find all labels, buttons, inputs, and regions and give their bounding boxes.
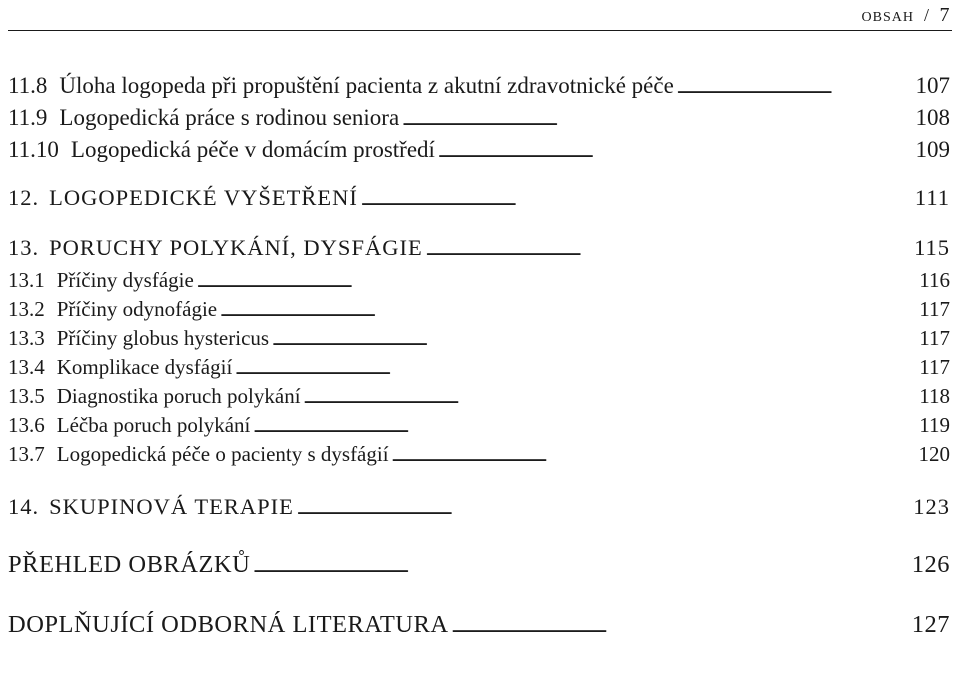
toc-entry-number: 13.5 <box>8 384 45 408</box>
toc-entry[interactable] <box>8 411 950 440</box>
running-head-page-number: 7 <box>939 4 950 26</box>
toc-section-title: PŘEHLED OBRÁZKŮ <box>8 551 251 578</box>
toc-entry-page: 116 <box>919 268 950 292</box>
toc-leader-dots <box>402 102 908 137</box>
toc-entry-page: 117 <box>919 326 950 350</box>
toc-entry-number: 11.8 <box>8 73 48 98</box>
toc-entry-title: Úloha logopeda při propuštění pacienta z akutní zdravotnické péče <box>59 73 674 98</box>
toc-section-title: DOPLŇUJÍCÍ ODBORNÁ LITERATURA <box>8 611 449 638</box>
toc-entry[interactable] <box>8 382 950 411</box>
toc-chapter-number: 13. <box>8 235 40 260</box>
toc-entry-title: Logopedická péče o pacienty s dysfágií <box>56 442 389 466</box>
toc-chapter[interactable] <box>8 489 950 525</box>
running-head <box>862 4 950 27</box>
toc-entry-title: Logopedická péče v domácím prostředí <box>70 137 435 162</box>
toc-spacer <box>8 525 950 545</box>
toc-leader-dots <box>392 440 908 471</box>
toc-leader-dots <box>426 230 908 269</box>
toc-entry-number: 13.4 <box>8 355 45 379</box>
running-head-separator: / <box>923 5 930 25</box>
toc-entry-page: 108 <box>915 105 950 130</box>
header-rule <box>8 30 952 31</box>
toc-section[interactable] <box>8 605 950 645</box>
toc-leader-dots <box>272 324 908 355</box>
toc-entry-page: 120 <box>918 442 950 466</box>
toc-entry[interactable] <box>8 102 950 134</box>
toc-entry-number: 13.2 <box>8 297 45 321</box>
toc-entry[interactable] <box>8 134 950 166</box>
toc-entry[interactable] <box>8 70 950 102</box>
running-head-section: OBSAH <box>861 10 914 25</box>
toc-chapter[interactable] <box>8 180 950 216</box>
toc-entry-title: Diagnostika poruch polykání <box>56 384 301 408</box>
toc-entry[interactable] <box>8 324 950 353</box>
toc-leader-dots <box>361 180 908 219</box>
toc-entry-number: 11.10 <box>8 137 59 162</box>
toc-leader-dots <box>220 295 908 326</box>
toc-spacer <box>8 469 950 489</box>
toc-leader-dots <box>677 70 908 105</box>
toc-entry[interactable] <box>8 266 950 295</box>
toc-chapter[interactable] <box>8 230 950 266</box>
toc-chapter-page: 115 <box>914 235 950 260</box>
toc-entry-page: 119 <box>919 413 950 437</box>
toc-chapter-page: 123 <box>913 494 950 519</box>
toc-entry-number: 11.9 <box>8 105 48 130</box>
toc-entry-title: Příčiny globus hystericus <box>56 326 270 350</box>
toc-entry-page: 117 <box>919 297 950 321</box>
toc-entry-title: Léčba poruch polykání <box>56 413 251 437</box>
toc-entry[interactable] <box>8 440 950 469</box>
toc-entry-title: Logopedická práce s rodinou seniora <box>59 105 400 130</box>
toc-chapter-title: PORUCHY POLYKÁNÍ, DYSFÁGIE <box>49 235 423 260</box>
toc-chapter-page: 111 <box>914 185 950 210</box>
toc-entry-title: Příčiny odynofágie <box>56 297 218 321</box>
toc-spacer <box>8 585 950 605</box>
toc-entry-number: 13.7 <box>8 442 45 466</box>
toc-entry-page: 118 <box>919 384 950 408</box>
toc-section-page: 126 <box>911 551 950 578</box>
toc-leader-dots <box>438 134 908 169</box>
toc-leader-dots <box>235 353 908 384</box>
table-of-contents <box>8 70 950 645</box>
toc-entry-page: 117 <box>919 355 950 379</box>
toc-chapter-title: LOGOPEDICKÉ VYŠETŘENÍ <box>49 185 358 210</box>
toc-entry-title: Příčiny dysfágie <box>56 268 194 292</box>
toc-entry-number: 13.3 <box>8 326 45 350</box>
toc-section-page: 127 <box>911 611 950 638</box>
toc-entry-title: Komplikace dysfágií <box>56 355 233 379</box>
toc-leader-dots <box>452 605 906 648</box>
toc-entry-page: 107 <box>915 73 950 98</box>
toc-entry[interactable] <box>8 353 950 382</box>
toc-entry-number: 13.6 <box>8 413 45 437</box>
toc-chapter-title: SKUPINOVÁ TERAPIE <box>49 494 294 519</box>
toc-entry-page: 109 <box>915 137 950 162</box>
toc-chapter-number: 12. <box>8 185 40 210</box>
toc-leader-dots <box>304 382 908 413</box>
toc-leader-dots <box>197 266 908 297</box>
toc-chapter-number: 14. <box>8 494 40 519</box>
toc-entry[interactable] <box>8 295 950 324</box>
toc-leader-dots <box>297 489 907 528</box>
toc-entry-number: 13.1 <box>8 268 45 292</box>
toc-leader-dots <box>253 411 908 442</box>
toc-section[interactable] <box>8 545 950 585</box>
toc-leader-dots <box>253 545 905 588</box>
